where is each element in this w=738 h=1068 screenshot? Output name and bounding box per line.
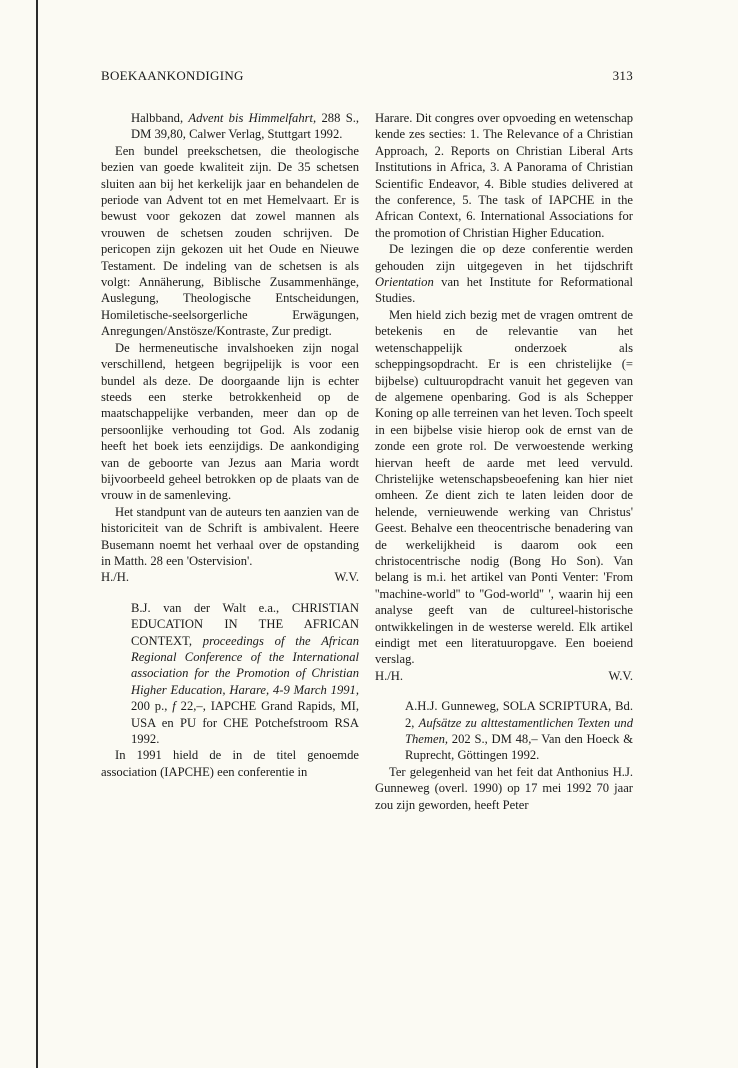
entry2-signoff-initials: H./H. <box>375 668 403 683</box>
entry1-biblio-text-a: Halbband, <box>131 111 189 125</box>
running-head <box>101 68 633 88</box>
entry2-paragraph-2 <box>375 241 633 307</box>
entry2-biblio-text-a: B.J. van der Walt e.a., CHRISTIAN EDUCATION IN THE AFRICAN CONTEXT, <box>131 600 359 648</box>
entry2-biblio-text-c: 22,–, IAPCHE Grand Rapids, MI, USA en PU for CHE Potchefstroom RSA 1992. <box>131 699 360 747</box>
entry2-p2-text-b: van het Institute for Reformational Studies. <box>375 275 633 306</box>
entry3-biblio-text-b: 202 S., DM 48,– Van den Hoeck & Ruprecht, Göttingen 1992. <box>405 732 633 763</box>
entry1-biblio-text-b: 288 S., DM 39,80, Calwer Verlag, Stuttgart 1992. <box>131 111 359 142</box>
entry1-paragraph-3: Het standpunt van de auteurs ten aanzien van de historiciteit van de Schrift is ambivalent. Heere Busemann noemt het verhaal over de opstanding in Matth. 28 een 'Ostervision'. <box>101 504 359 568</box>
entry2-biblio-text-b: 200 p., <box>131 699 173 714</box>
page-binding-rule <box>36 0 38 1068</box>
entry2-journal-title: Orientation <box>375 275 434 290</box>
entry1-bibliography <box>131 110 359 143</box>
entry2-biblio-currency: f <box>172 699 176 714</box>
entry2-paragraph-3: Men hield zich bezig met de vragen omtrent de betekenis en de relevantie van het wetenschappelijk onderzoek als scheppingsopdracht. Er is een christelijke (= bijbelse) cultuuropdracht vanuit het gegeven van de algemene openbaring. God is als Schepper Koning op alle terreinen van het leven. Toch speelt in een bijbelse visie hierop ook de ernst van de zonde een grote rol. De verwoestende werking hiervan heeft de aarde met leed vervuld. Christelijke wetenschapsbeoefening kan hier niet omheen. Ze dient zich te laten leiden door de helende, vernieuwende werking van Christus' Geest. Behalve een theocentrische benadering van de werkelijkheid is daarom ook een christocentrische nodig (Bong Ho Son). Van belang is m.i. het artikel van Ponti Venter: 'From ''machine-world'' to ''God-world'' ', waarin hij een analyse geeft van de cultureel-historische ontwikkelingen in de westerse wereld. Elk artikel eindigt met een literatuuropgave. Een boeiend verslag. <box>375 307 633 667</box>
running-head-title: BOEKAANKONDIGING <box>101 68 244 83</box>
entry2-paragraph-1-continued: Harare. Dit congres over opvoeding en wetenschap kende zes secties: 1. The Relevance of a Christian Approach, 2. Reports on Christian Liberal Arts Institutions in Africa, 3. A Panorama of Christian Scientific Endeavor, 4. Bible studies delivered at the conference, 5. The task of IAPCHE in the African Context, 6. International Associations for the promotion of Christian Higher Education. <box>375 111 633 240</box>
entry3-biblio-subtitle: Aufsätze zu alttestamentlichen Texten und Themen, <box>405 715 633 747</box>
entry1-signoff-reviewer: W.V. <box>334 570 359 585</box>
entry2-biblio-subtitle: proceedings of the African Regional Conference of the International association for the Promotion of Christian Higher Education, Harare, 4-9 March 1991, <box>131 633 359 697</box>
entry1-biblio-title: Advent bis Himmelfahrt, <box>188 111 317 125</box>
entry3-paragraph-1: Ter gelegenheid van het feit dat Anthonius H.J. Gunneweg (overl. 1990) op 17 mei 1992 70 jaar zou zijn geworden, heeft Peter <box>375 764 633 812</box>
entry1-paragraph-2: De hermeneutische invalshoeken zijn nogal verschillend, hetgeen begrijpelijk is voor een bundel als deze. De doorgaande lijn is echter steeds een sterke betrokkenheid op de maatschappelijke verbanden, meer dan op de persoonlijke verhouding tot God. Als zodanig heeft het boek iets eenzijdigs. De aankondiging van de geboorte van Jezus aan Maria wordt bijvoorbeeld geheel betrokken op de plaats van de vrouw in de samenleving. <box>101 340 359 503</box>
entry1-signoff <box>101 569 359 585</box>
entry3-biblio-text-a: A.H.J. Gunneweg, SOLA SCRIPTURA, Bd. 2, <box>405 699 633 730</box>
right-column <box>375 110 633 813</box>
entry1-paragraph-1: Een bundel preekschetsen, die theologische bezien van goede kwaliteit zijn. De 35 schetsen sluiten aan bij het kerkelijk jaar en behandelen de periode van Advent tot en met Hemelvaart. Er is bewust voor gekozen dat zowel mannen als vrouwen de schetsen zouden schrijven. De pericopen zijn gekozen uit het Oude en Nieuwe Testament. De indeling van de schetsen is als volgt: Annäherung, Biblische Zusammenhänge, Auslegung, Theologische Entscheidungen, Homiletische-seelsorgerliche Erwägungen, Anregungen/Anstösze/Kontraste, Zur predigt. <box>101 143 359 339</box>
entry1-signoff-initials: H./H. <box>101 570 129 585</box>
left-column <box>101 110 359 780</box>
entry3-bibliography <box>405 698 633 764</box>
entry2-signoff <box>375 668 633 684</box>
entry2-bibliography <box>131 600 359 748</box>
entry2-signoff-reviewer: W.V. <box>608 668 633 683</box>
entry2-p2-text-a: De lezingen die op deze conferentie werden gehouden zijn uitgegeven in het tijdschrift <box>375 242 633 273</box>
entry2-paragraph-1: In 1991 hield de in de titel genoemde association (IAPCHE) een conferentie in <box>101 748 359 779</box>
page-number: 313 <box>612 68 633 83</box>
